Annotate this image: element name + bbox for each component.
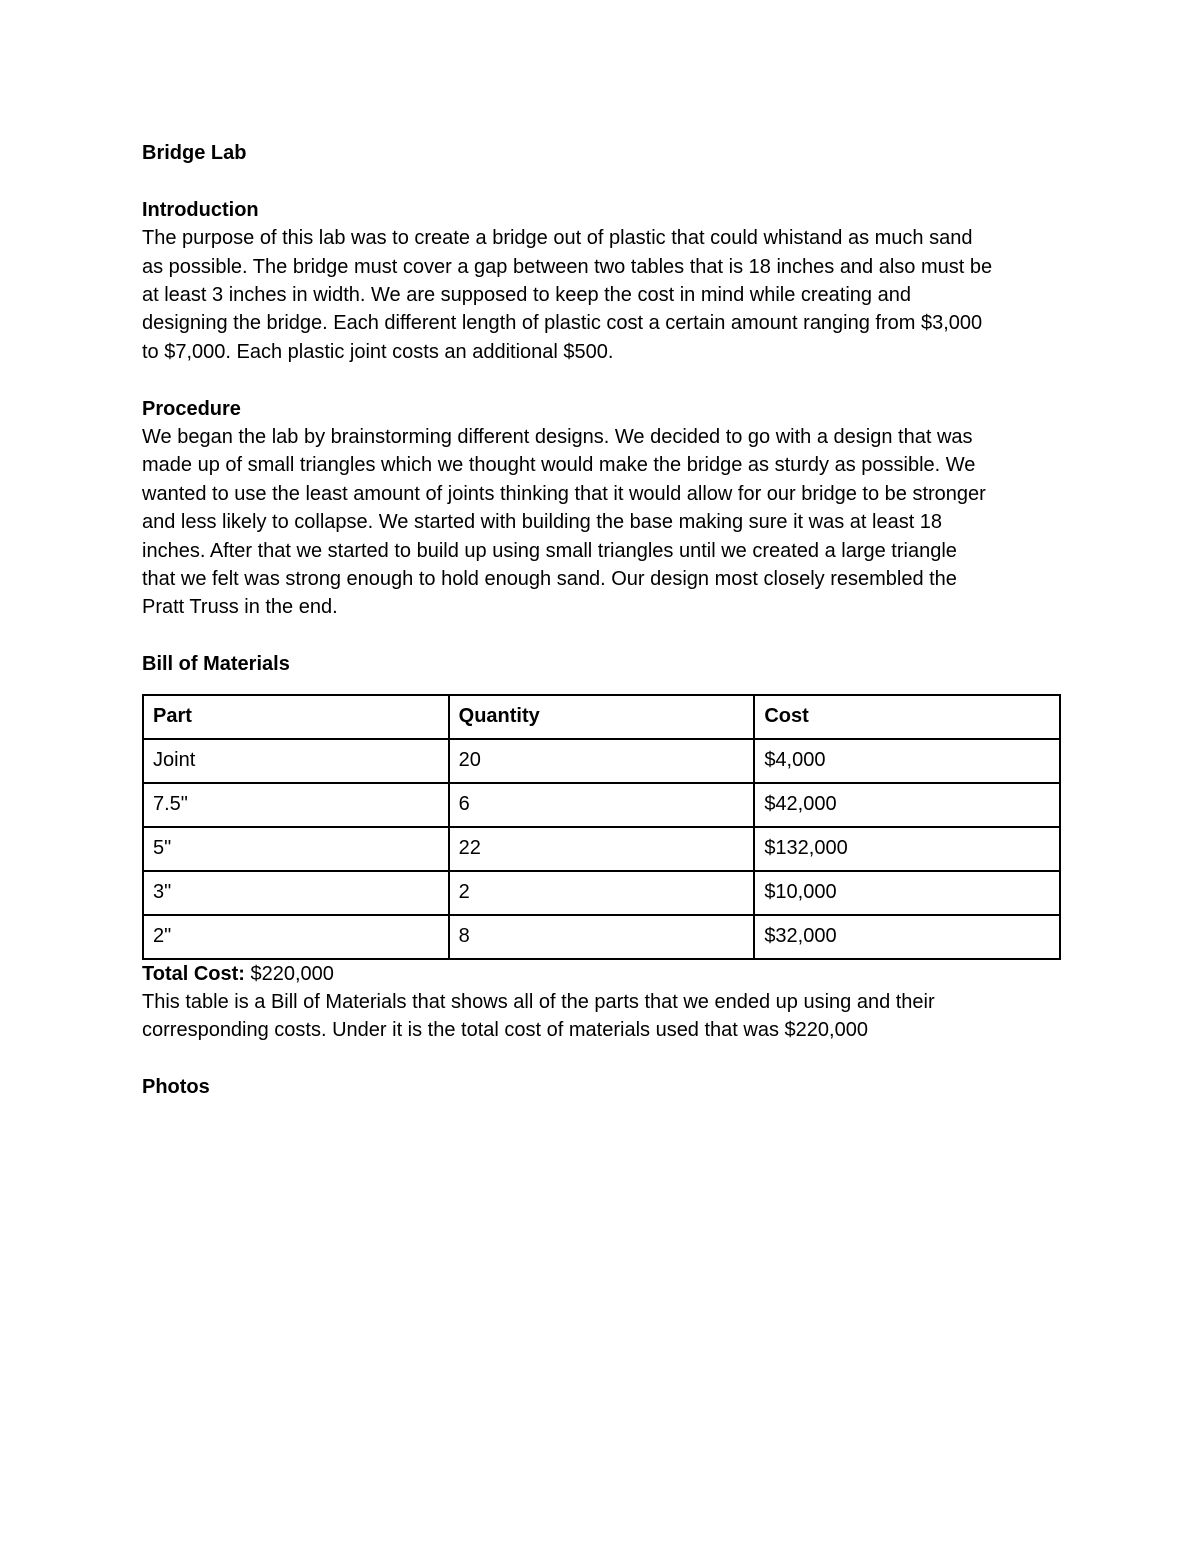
procedure-line: Pratt Truss in the end. [142,596,338,619]
total-cost-value: $220,000 [244,962,334,985]
procedure-line: made up of small triangles which we thought would make the bridge as sturdy as possible. We [142,454,976,477]
introduction-line: as possible. The bridge must cover a gap between two tables that is 18 inches and also must be [142,255,993,278]
procedure-line: and less likely to collapse. We started with building the base making sure it was at least 18 [142,511,943,534]
procedure-line: wanted to use the least amount of joints thinking that it would allow for our bridge to be stronger [142,482,986,505]
caption-line: This table is a Bill of Materials that shows all of the parts that we ended up using and their [142,991,935,1014]
column-header-part: Part [143,695,449,739]
column-header-cost: Cost [754,695,1060,739]
table-row [143,783,1060,827]
procedure-line: inches. After that we started to build up using small triangles until we created a large triangle [142,539,957,562]
cell-quantity: 8 [449,915,755,959]
cell-part: 3" [143,871,449,915]
bill-of-materials-heading: Bill of Materials [142,653,290,676]
cell-part: 2" [143,915,449,959]
cell-part: 5" [143,827,449,871]
spacer [142,1045,1062,1073]
column-header-quantity: Quantity [449,695,755,739]
procedure-heading: Procedure [142,397,241,420]
procedure-line: that we felt was strong enough to hold enough sand. Our design most closely resembled the [142,568,957,591]
table-header-row [143,695,1060,739]
introduction-heading: Introduction [142,198,259,221]
table-row [143,739,1060,783]
cell-quantity: 6 [449,783,755,827]
cell-cost: $4,000 [754,739,1060,783]
procedure-line: We began the lab by brainstorming different designs. We decided to go with a design that was [142,426,973,449]
procedure-body [142,423,1062,622]
spacer [142,622,1062,650]
spacer [142,167,1062,195]
total-cost-label: Total Cost: [142,962,245,985]
cell-cost: $10,000 [754,871,1060,915]
introduction-line: to $7,000. Each plastic joint costs an additional $500. [142,340,614,363]
spacer [142,366,1062,394]
total-cost [142,960,1062,988]
document-page [142,139,1062,1102]
cell-quantity: 20 [449,739,755,783]
bill-of-materials-table [142,694,1061,960]
cell-quantity: 22 [449,827,755,871]
cell-part: 7.5" [143,783,449,827]
document-title: Bridge Lab [142,142,247,164]
introduction-line: at least 3 inches in width. We are supposed to keep the cost in mind while creating and [142,284,911,307]
introduction-body [142,224,1062,366]
cell-cost: $32,000 [754,915,1060,959]
photos-heading: Photos [142,1076,210,1099]
cell-part: Joint [143,739,449,783]
caption-line: corresponding costs. Under it is the total cost of materials used that was $220,000 [142,1019,868,1042]
table-row [143,915,1060,959]
cell-quantity: 2 [449,871,755,915]
introduction-line: designing the bridge. Each different length of plastic cost a certain amount ranging from $3,000 [142,312,983,335]
cell-cost: $42,000 [754,783,1060,827]
introduction-line: The purpose of this lab was to create a bridge out of plastic that could whistand as much sand [142,227,973,250]
table-caption [142,988,1062,1045]
cell-cost: $132,000 [754,827,1060,871]
table-row [143,827,1060,871]
table-row [143,871,1060,915]
